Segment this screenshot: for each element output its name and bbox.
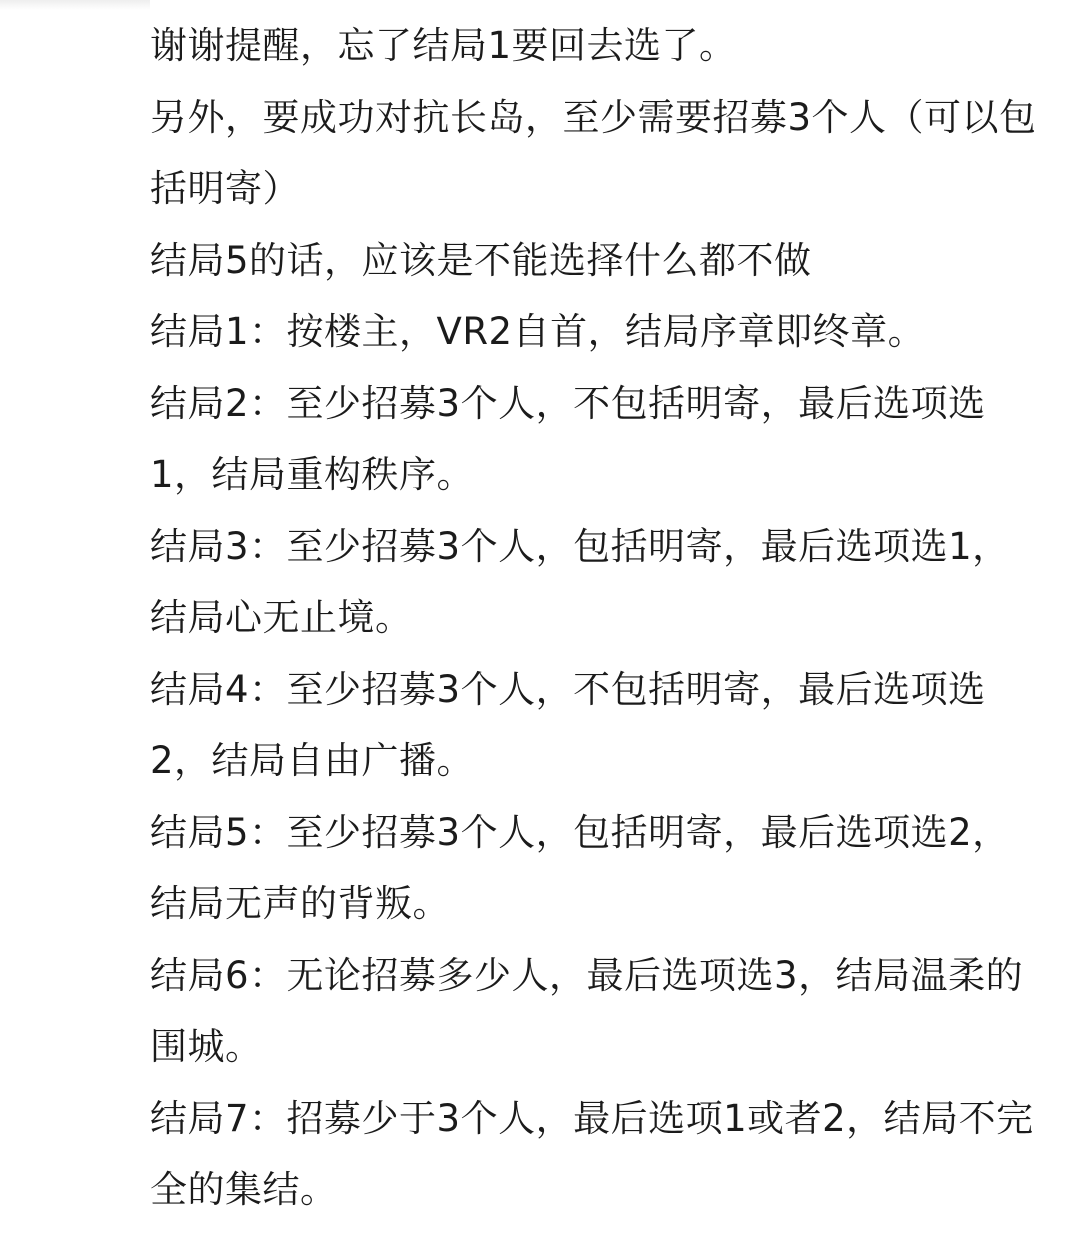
comment-line-thanks: 谢谢提醒，忘了结局1要回去选了。 [150, 24, 737, 67]
comment-body [150, 10, 1040, 1226]
top-edge-shade [0, 0, 150, 10]
comment-line-recruit-note: 另外，要成功对抗长岛，至少需要招募3个人（可以包括明寄） [150, 95, 1037, 210]
ending-1-line: 结局1：按楼主，VR2自首，结局序章即终章。 [150, 310, 926, 353]
ending-6-line: 结局6：无论招募多少人，最后选项选3，结局温柔的围城。 [150, 953, 1024, 1068]
ending-3-line: 结局3：至少招募3个人，包括明寄，最后选项选1，结局心无止境。 [150, 524, 1010, 639]
ending-2-line: 结局2：至少招募3个人，不包括明寄，最后选项选1，结局重构秩序。 [150, 381, 986, 496]
ending-4-line: 结局4：至少招募3个人，不包括明寄，最后选项选2，结局自由广播。 [150, 667, 986, 782]
ending-7-line: 结局7：招募少于3个人，最后选项1或者2，结局不完全的集结。 [150, 1096, 1034, 1211]
comment-line-ending5-note: 结局5的话，应该是不能选择什么都不做 [150, 238, 812, 282]
ending-5-line: 结局5：至少招募3个人，包括明寄，最后选项选2，结局无声的背叛。 [150, 810, 1010, 925]
